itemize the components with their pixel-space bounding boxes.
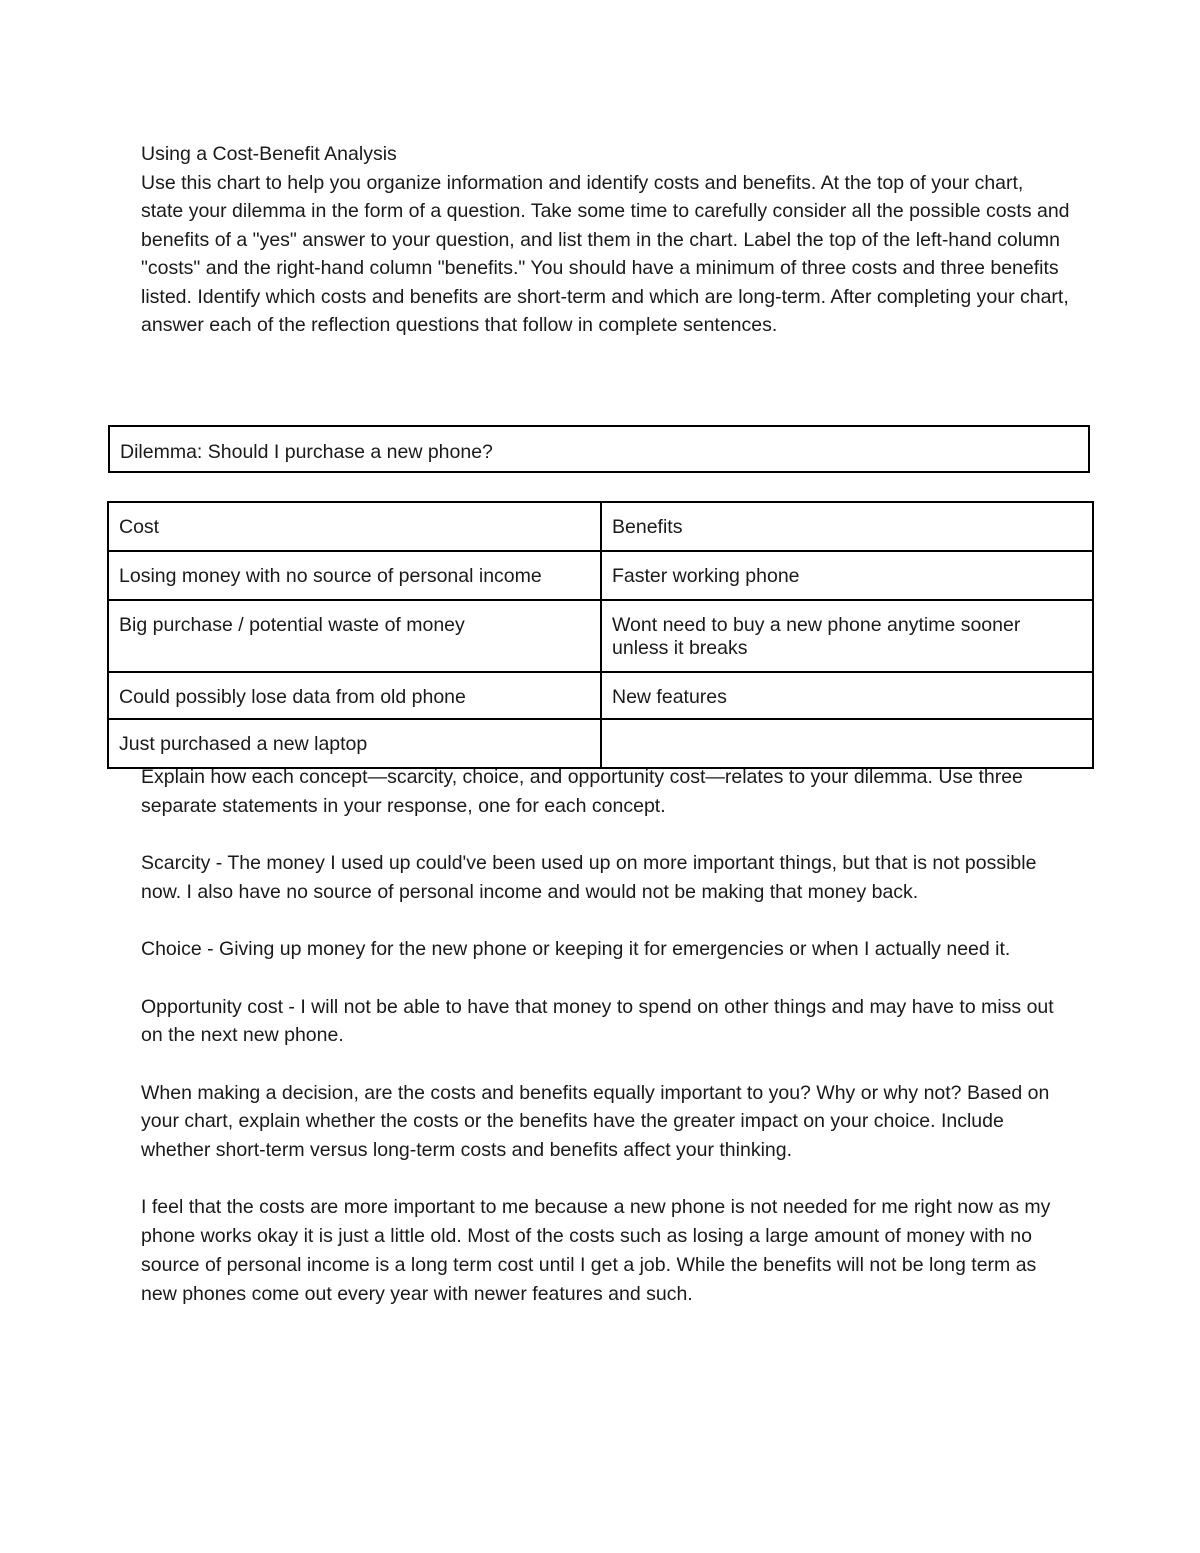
benefit-cell: Faster working phone bbox=[601, 551, 1093, 600]
reflection-answers bbox=[141, 763, 1071, 1337]
cost-cell: Losing money with no source of personal income bbox=[108, 551, 601, 600]
benefit-cell: New features bbox=[601, 672, 1093, 719]
intro-section bbox=[141, 140, 1071, 340]
document-title: Using a Cost-Benefit Analysis bbox=[141, 143, 397, 165]
cost-benefit-table bbox=[107, 501, 1094, 769]
answer-importance: I feel that the costs are more important to me because a new phone is not needed for me right now as my phone works okay it is just a little old. Most of the costs such as losing a large amount of money with no source of personal income is a long term cost until I get a job. While the benefits will not be long term as new phones come out every year with newer features and such. bbox=[141, 1196, 1051, 1305]
benefit-cell: Wont need to buy a new phone anytime sooner unless it breaks bbox=[601, 600, 1093, 672]
answer-opportunity-cost: Opportunity cost - I will not be able to have that money to spend on other things and may have to miss out on the next new phone. bbox=[141, 995, 1054, 1047]
cost-header: Cost bbox=[108, 502, 601, 551]
cost-cell: Could possibly lose data from old phone bbox=[108, 672, 601, 719]
instructions-paragraph: Use this chart to help you organize information and identify costs and benefits. At the top of your chart, state your dilemma in the form of a question. Take some time to carefully consider all the possible costs and benefits of a "yes" answer to your question, and list them in the chart. Label the top of the left-hand column "costs" and the right-hand column "benefits." You should have a minimum of three costs and three benefits listed. Identify which costs and benefits are short-term and which are long-term. After completing your chart, answer each of the reflection questions that follow in complete sentences. bbox=[141, 171, 1070, 336]
table-row bbox=[108, 719, 1093, 768]
benefit-cell bbox=[601, 719, 1093, 768]
cost-cell: Just purchased a new laptop bbox=[108, 719, 601, 768]
table-row bbox=[108, 600, 1093, 672]
answer-choice: Choice - Giving up money for the new phone or keeping it for emergencies or when I actually need it. bbox=[141, 938, 1011, 961]
table-row bbox=[108, 551, 1093, 600]
table-header-row bbox=[108, 502, 1093, 551]
table-row bbox=[108, 672, 1093, 719]
question-concepts: Explain how each concept—scarcity, choice, and opportunity cost—relates to your dilemma. Use three separate statements in your response, one for each concept. bbox=[141, 766, 1023, 817]
benefits-header: Benefits bbox=[601, 502, 1093, 551]
question-importance: When making a decision, are the costs and benefits equally important to you? Why or why not? Based on your chart, explain whether the costs or the benefits have the greater impact on your choice. Include whether short-term versus long-term costs and benefits affect your thinking. bbox=[141, 1081, 1050, 1162]
cost-cell: Big purchase / potential waste of money bbox=[108, 600, 601, 672]
answer-scarcity: Scarcity - The money I used up could've been used up on more important things, but that is not possible now. I also have no source of personal income and would not be making that money back. bbox=[141, 852, 1037, 903]
dilemma-box bbox=[108, 425, 1090, 473]
dilemma-text: Dilemma: Should I purchase a new phone? bbox=[120, 441, 493, 463]
